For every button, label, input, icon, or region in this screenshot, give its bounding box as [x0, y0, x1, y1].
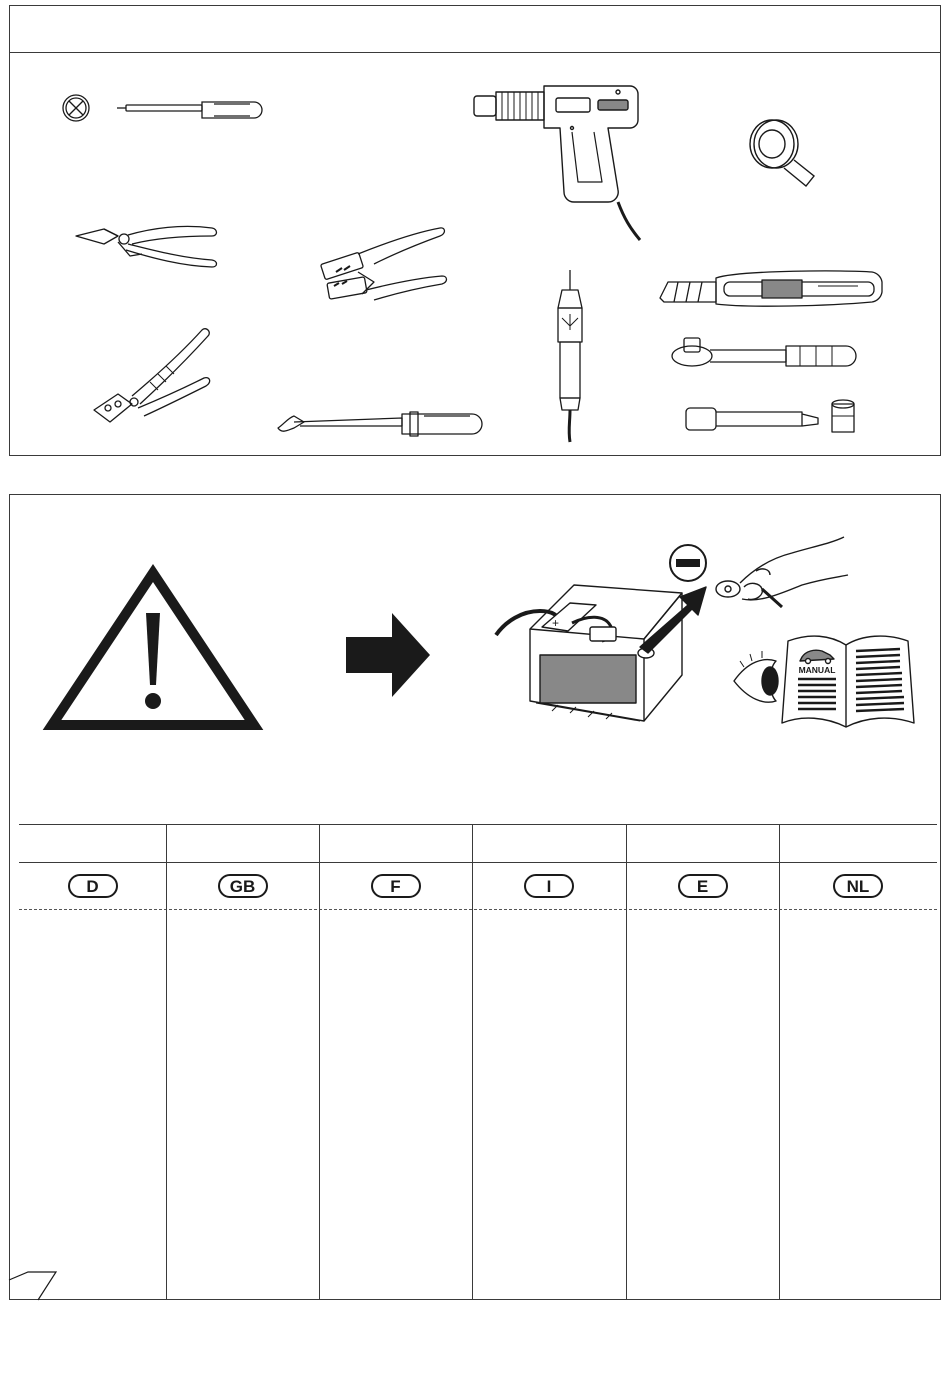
folded-corner-icon — [6, 1268, 58, 1304]
lang-column-f — [319, 868, 472, 904]
minus-circle-icon — [670, 545, 706, 581]
table-dotted-rule — [19, 909, 937, 910]
heat-gun-icon — [468, 78, 650, 248]
lang-badge-e: E — [678, 874, 728, 898]
lang-column-gb — [166, 868, 319, 904]
language-table — [19, 824, 937, 1300]
trim-removal-tool-icon — [274, 402, 492, 438]
side-cutters-icon — [72, 214, 222, 274]
table-top-rule — [19, 824, 937, 825]
battery-positive-label: + — [552, 616, 560, 630]
lang-column-d — [19, 868, 166, 904]
lang-badge-i: I — [524, 874, 574, 898]
lang-column-i — [472, 868, 626, 904]
tools-panel — [9, 5, 941, 456]
tools-header-band — [10, 6, 940, 53]
test-lamp-icon — [550, 268, 590, 444]
wire-stripper-icon — [318, 224, 450, 306]
phillips-screwdriver-icon — [54, 88, 264, 128]
lang-column-nl — [779, 868, 937, 904]
table-header-rule — [19, 862, 937, 863]
lang-badge-gb: GB — [218, 874, 268, 898]
safety-panel — [9, 494, 941, 1300]
lang-badge-f: F — [371, 874, 421, 898]
read-manual-illustration — [730, 627, 920, 731]
ratchet-icon — [666, 332, 866, 376]
manual-label: MANUAL — [798, 665, 836, 675]
exclamation-triangle-icon — [46, 567, 260, 731]
lang-column-e — [626, 868, 779, 904]
crimping-pliers-icon — [88, 324, 212, 428]
cross-circle-icon — [63, 95, 89, 121]
utility-knife-icon — [658, 264, 888, 312]
lang-badge-nl: NL — [833, 874, 883, 898]
arrow-right-icon — [346, 613, 430, 697]
extension-and-socket-icon — [682, 394, 872, 440]
lang-badge-d: D — [68, 874, 118, 898]
insulating-tape-icon — [744, 112, 820, 194]
